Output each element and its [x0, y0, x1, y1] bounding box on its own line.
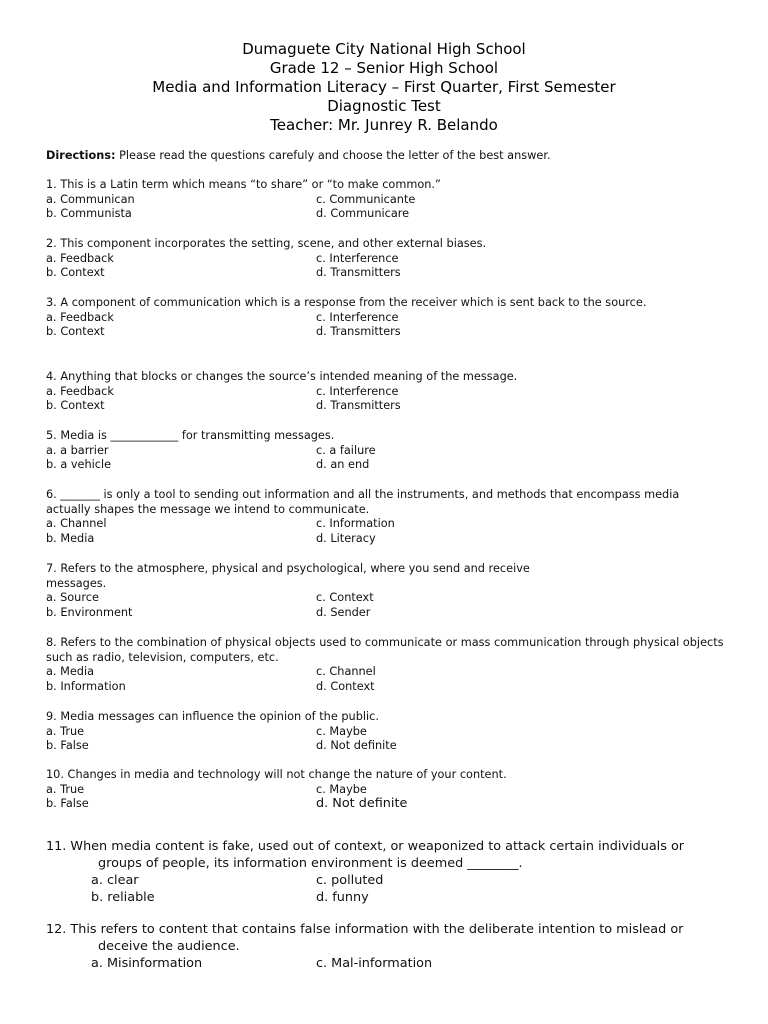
option-c: c. Mal-information: [316, 956, 433, 971]
exam-header: [0, 40, 768, 135]
answer-options: [46, 725, 726, 754]
option-b: b. Context: [46, 325, 105, 339]
option-b: b. Media: [46, 532, 95, 546]
option-a: a. Source: [46, 591, 99, 605]
option-a: a. True: [46, 782, 85, 796]
option-d: d. Transmitters: [316, 266, 401, 280]
question-6: [46, 488, 726, 547]
option-c: c. Information: [316, 517, 395, 531]
question-3: [46, 296, 726, 340]
question-stem: 11. When media content is fake, used out of context, or weaponized to attack certain individuals or groups of people, its information environment is deemed ________.: [46, 839, 685, 871]
option-c: c. Interference: [316, 251, 399, 265]
question-8: [46, 636, 726, 695]
answer-options: [46, 252, 726, 281]
question-stem: 4. Anything that blocks or changes the source’s intended meaning of the message.: [46, 370, 518, 383]
question-11: [46, 838, 726, 906]
option-c: c. Interference: [316, 310, 399, 324]
option-b: b. False: [46, 797, 89, 811]
answer-options: [46, 591, 546, 620]
option-c: c. Maybe: [316, 724, 367, 738]
question-stem: 9. Media messages can influence the opinion of the public.: [46, 710, 379, 723]
option-a: a. Channel: [46, 517, 107, 531]
option-b: b. reliable: [91, 890, 155, 905]
option-a: a. True: [46, 724, 85, 738]
option-c: c. Communicante: [316, 192, 416, 206]
option-b: b. Information: [46, 680, 126, 694]
question-stem: 7. Refers to the atmosphere, physical and psychological, where you send and receive messages.: [46, 562, 530, 590]
option-a: a. clear: [91, 873, 139, 888]
option-b: b. False: [46, 739, 89, 753]
option-a: a. a barrier: [46, 443, 109, 457]
option-c: c. a failure: [316, 443, 376, 457]
question-stem: 6. _______ is only a tool to sending out information and all the instruments, and methods that encompass media actually shapes the message we intend to communicate.: [46, 488, 680, 516]
question-2: [46, 237, 726, 281]
answer-options: [46, 665, 726, 694]
answer-options: [46, 311, 726, 340]
test-title: Diagnostic Test: [327, 97, 441, 115]
option-d: d. funny: [316, 890, 369, 905]
subject-title: Media and Information Literacy – First Quarter, First Semester: [152, 78, 616, 96]
option-a: a. Communican: [46, 192, 135, 206]
option-a: a. Feedback: [46, 310, 114, 324]
option-d: d. Transmitters: [316, 325, 401, 339]
question-7: [46, 562, 546, 621]
option-b: b. Environment: [46, 606, 133, 620]
option-b: b. a vehicle: [46, 458, 112, 472]
question-stem: 1. This is a Latin term which means “to share” or “to make common.”: [46, 178, 441, 191]
question-5: [46, 429, 726, 473]
question-1: [46, 178, 726, 222]
question-10: [46, 768, 726, 812]
option-a: a. Feedback: [46, 384, 114, 398]
question-4: [46, 370, 726, 414]
question-12: [46, 921, 726, 972]
answer-options: [46, 783, 726, 812]
question-stem: 8. Refers to the combination of physical objects used to communicate or mass communication through physical objects such as radio, television, computers, etc.: [46, 636, 724, 664]
option-d: d. Not definite: [316, 796, 408, 812]
question-9: [46, 710, 726, 754]
question-stem: 10. Changes in media and technology will not change the nature of your content.: [46, 768, 507, 781]
answer-options: [46, 385, 726, 414]
option-d: d. Communicare: [316, 207, 410, 221]
question-stem: 12. This refers to content that contains false information with the deliberate intention to mislead or deceive the audience.: [46, 922, 684, 954]
option-d: d. Not definite: [316, 739, 397, 753]
directions-text: Please read the questions carefuly and choose the letter of the best answer.: [115, 149, 551, 162]
grade-level: Grade 12 – Senior High School: [269, 59, 499, 77]
directions-label: Directions:: [46, 149, 116, 162]
answer-options: [46, 517, 726, 546]
option-c: c. Interference: [316, 384, 399, 398]
option-b: b. Communista: [46, 207, 132, 221]
option-c: c. Channel: [316, 665, 376, 679]
school-name: Dumaguete City National High School: [242, 40, 526, 58]
option-c: c. Context: [316, 591, 374, 605]
option-d: d. Literacy: [316, 532, 376, 546]
option-d: d. Context: [316, 680, 375, 694]
teacher-name: Teacher: Mr. Junrey R. Belando: [270, 116, 498, 134]
option-d: d. Sender: [316, 606, 371, 620]
option-c: c. polluted: [316, 873, 384, 888]
option-b: b. Context: [46, 266, 105, 280]
option-c: c. Maybe: [316, 782, 367, 796]
question-stem: 2. This component incorporates the setting, scene, and other external biases.: [46, 237, 487, 250]
question-stem: 5. Media is ____________ for transmitting messages.: [46, 429, 335, 442]
answer-options: [46, 444, 726, 473]
answer-options: [46, 872, 726, 906]
question-stem: 3. A component of communication which is a response from the receiver which is sent back to the source.: [46, 296, 647, 309]
option-a: a. Media: [46, 665, 95, 679]
directions: [46, 149, 551, 163]
option-a: a. Feedback: [46, 251, 114, 265]
option-d: d. Transmitters: [316, 399, 401, 413]
option-b: b. Context: [46, 399, 105, 413]
answer-options: [46, 193, 726, 222]
option-d: d. an end: [316, 458, 370, 472]
option-a: a. Misinformation: [91, 956, 203, 971]
answer-options: [46, 955, 726, 972]
